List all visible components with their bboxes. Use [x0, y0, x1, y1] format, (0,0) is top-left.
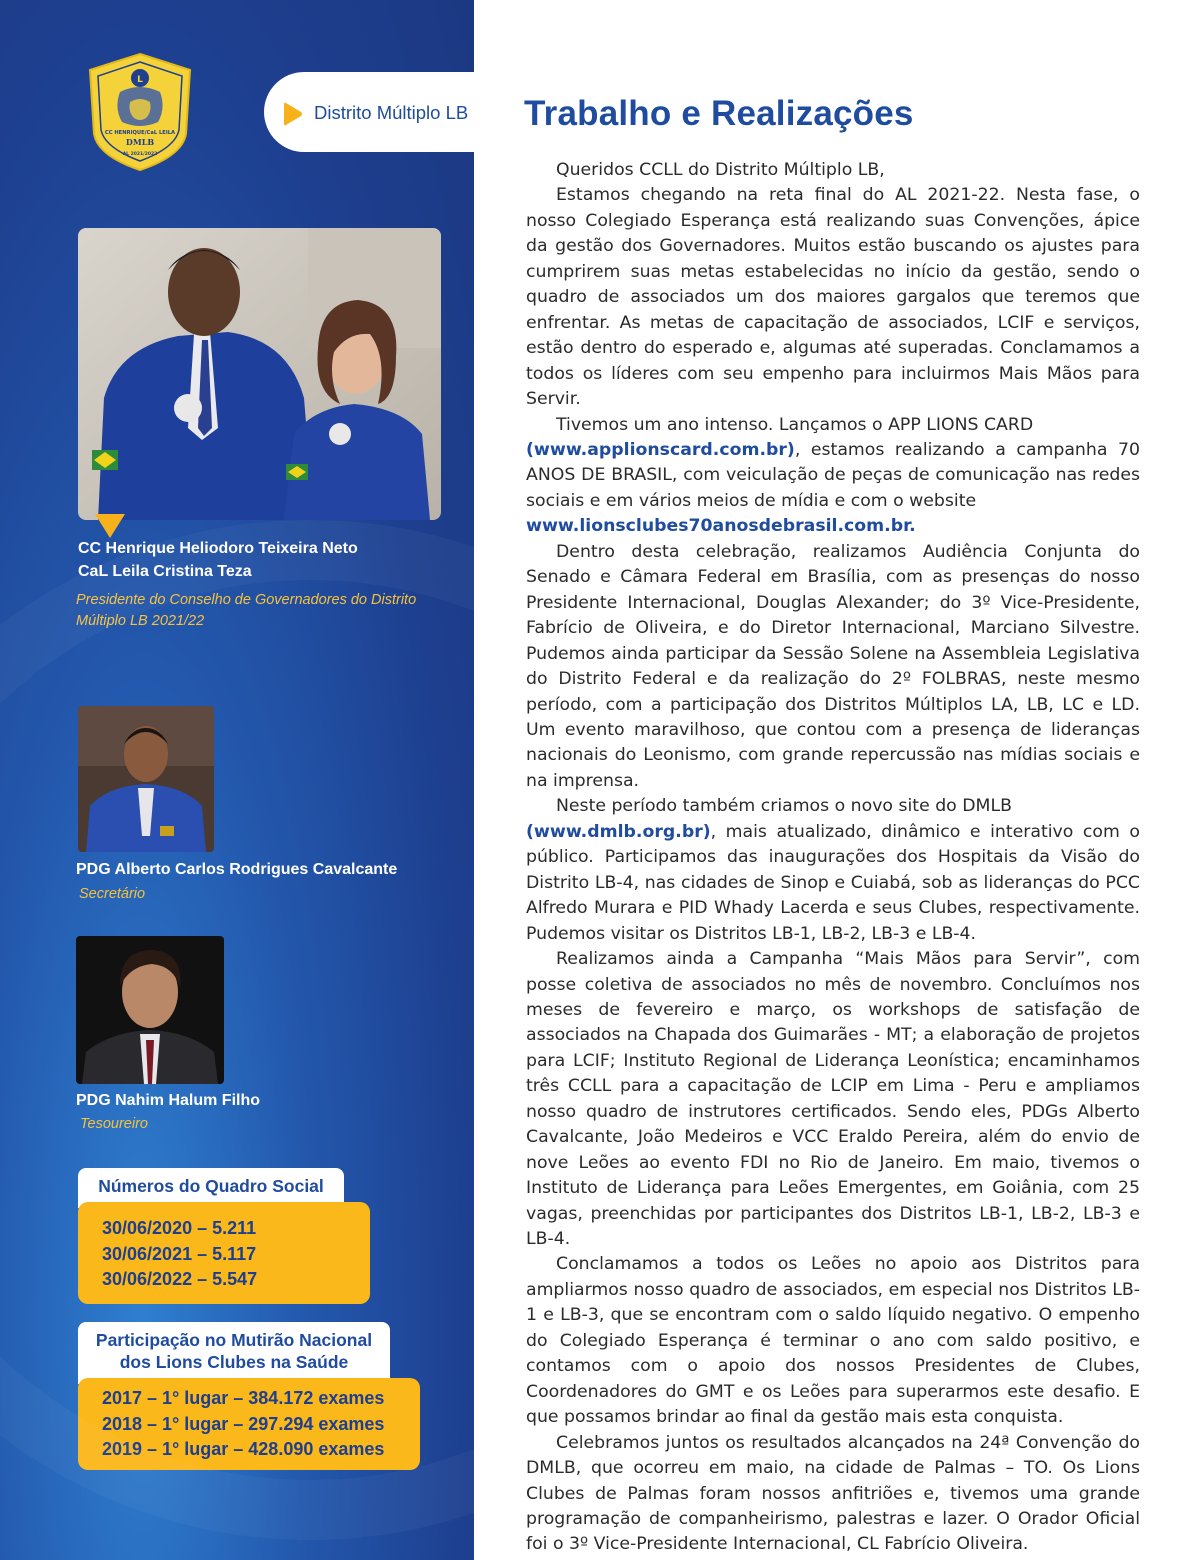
- article-paragraph-7: Celebramos juntos os resultados alcançados na 24ª Convenção do DMLB, que ocorreu em maio, na cidade de Palmas – TO. Os Lions Clubes de Palmas foram nossos anfitriões e, tivemos uma grande programação de companheirismo, palestras e lazer. O Orador Oficial foi o 3º Vice-Presidente Internacional, CL Fabrício Oliveira.: [526, 1432, 1140, 1555]
- applionscard-link[interactable]: (www.applionscard.com.br): [526, 439, 795, 460]
- main-person-name-1: CC Henrique Heliodoro Teixeira Neto: [78, 540, 358, 557]
- article-body: [526, 158, 1140, 1558]
- membership-box: [78, 1202, 370, 1304]
- article-paragraph-3: Dentro desta celebração, realizamos Audiência Conjunta do Senado e Câmara Federal em Brasília, com as presenças do nosso Presidente Internacional, Douglas Alexander; do 3º Vice-Presidente, Fabrício de Oliveira, e do Diretor Internacional, Marciano Silvestre. Pudemos ainda participar da Sessão Solene na Assembleia Legislativa do Distrito Federal e da realização do 2º FOLBRAS, neste mesmo período, com a participação dos Distritos Múltiplos LA, LB, LC e LD. Um evento maravilhoso, que contou com a presença de lideranças nacionais do Leonismo, com grande repercussão nas mídias sociais e na imprensa.: [526, 541, 1140, 791]
- lionsclubes70anos-link[interactable]: www.lionsclubes70anosdebrasil.com.br.: [526, 516, 916, 537]
- membership-item: 30/06/2020 – 5.211: [102, 1218, 257, 1238]
- article-paragraph-4: [526, 794, 1140, 947]
- treasurer-role: Tesoureiro: [80, 1116, 148, 1132]
- health-item: 2017 – 1° lugar – 384.172 exames: [102, 1388, 385, 1408]
- main-person-role-2: Múltiplo LB 2021/22: [76, 613, 205, 629]
- health-item: 2019 – 1° lugar – 428.090 exames: [102, 1439, 385, 1459]
- p2-text-b: , estamos realizando a campanha 70 ANOS DE BRASIL, com veiculação de peças de comunicação nas redes sociais e em vários meios de mídia e com o website: [526, 439, 1140, 511]
- membership-item: 30/06/2021 – 5.117: [102, 1244, 257, 1264]
- health-box: [78, 1378, 420, 1470]
- article-paragraph-2: [526, 413, 1140, 540]
- main-person-role-1: Presidente do Conselho de Governadores do Distrito: [76, 592, 417, 608]
- membership-title: Números do Quadro Social: [78, 1168, 344, 1208]
- caption-pointer-icon: [95, 514, 125, 538]
- article-paragraph-5: Realizamos ainda a Campanha “Mais Mãos para Servir”, com posse coletiva de associados no mês de novembro. Concluímos nos meses de fevereiro e março, os workshops de satisfação de associados na Chapada dos Guimarães - MT; a elaboração de projetos para LCIF; Instituto Regional de Liderança Leonística; encaminhamos três CCLL para a capacitação de LCIP em Lima - Peru e ampliamos nosso quadro de instrutores certificados. Sendo eles, PDGs Alberto Cavalcante, João Medeiros e VCC Eraldo Pereira, além do envio de nove Leões ao evento FDI no Rio de Janeiro. Em maio, tivemos o Instituto de Liderança para Leões Emergentes, em Goiânia, com 25 vagas, preenchidas por participantes dos Distritos LB-1, LB-2, LB-3 e LB-4.: [526, 949, 1140, 1250]
- crest-line1: CC HENRIQUE/CaL LEILA: [104, 130, 176, 136]
- play-arrow-icon: [280, 102, 304, 126]
- treasurer-name: PDG Nahim Halum Filho: [76, 1092, 261, 1109]
- p4-text-a: Neste período também criamos o novo site do DMLB: [556, 796, 1012, 817]
- treasurer-photo: [76, 936, 224, 1084]
- health-title: [78, 1322, 390, 1384]
- p4-text-b: , mais atualizado, dinâmico e interativo com o público. Participamos das inaugurações dos Hospitais da Visão do Distrito LB-4, nas cidades de Sinop e Cuiabá, sob as lideranças do PCC Alfredo Murara e PID Whady Lacerda e seus Clubes, respectivamente. Pudemos visitar os Distritos LB-1, LB-2, LB-3 e LB-4.: [526, 821, 1140, 944]
- health-item: 2018 – 1° lugar – 297.294 exames: [102, 1414, 385, 1434]
- dmlb-site-link[interactable]: (www.dmlb.org.br): [526, 821, 711, 842]
- crest-line2: DMLB: [125, 137, 155, 147]
- main-person-name-2: CaL Leila Cristina Teza: [78, 563, 252, 580]
- article-greeting: Queridos CCLL do Distrito Múltiplo LB,: [556, 160, 885, 180]
- main-couple-photo: [78, 228, 441, 520]
- secretary-photo: [78, 706, 214, 852]
- p2-text-a: Tivemos um ano intenso. Lançamos o APP LIONS CARD: [556, 414, 1034, 435]
- health-title-line1: Participação no Mutirão Nacional: [95, 1330, 373, 1350]
- article-paragraph-6: Conclamamos a todos os Leões no apoio aos Distritos para ampliarmos nosso quadro de associados, em especial nos Distritos LB-1 e LB-3, que se encontram com o saldo líquido negativo. O empenho do Colegiado Esperança é terminar o ano com saldo positivo, e contamos com o apoio dos nossos Presidentes de Clubes, Coordenadores do GMT e os Leões para superarmos este desafio. E que possamos brindar ao final da gestão mais esta conquista.: [526, 1254, 1140, 1428]
- sidebar: [0, 0, 474, 1560]
- secretary-name: PDG Alberto Carlos Rodrigues Cavalcante: [76, 861, 398, 878]
- svg-text:L: L: [137, 75, 143, 85]
- district-label: Distrito Múltiplo LB: [314, 102, 469, 123]
- membership-item: 30/06/2022 – 5.547: [102, 1269, 258, 1289]
- article-paragraph-1: Estamos chegando na reta final do AL 2021-22. Nesta fase, o nosso Colegiado Esperança está realizando suas Convenções, ápice da gestão dos Governadores. Muitos estão buscando os ajustes para cumprirem suas metas estabelecidas no início da gestão, sendo o quadro de associados um dos maiores gargalos que teremos que enfrentar. As metas de capacitação de associados, LCIF e serviços, estão dentro do esperado e, algumas até superadas. Conclamamos a todos os líderes com seu empenho para incluirmos Mais Mãos para Servir.: [526, 185, 1140, 410]
- page-title: Trabalho e Realizações: [524, 94, 914, 133]
- club-crest-logo: [86, 52, 194, 172]
- secretary-role: Secretário: [79, 886, 146, 902]
- crest-line3: AL 2021/2022: [122, 152, 158, 157]
- health-title-line2: dos Lions Clubes na Saúde: [119, 1352, 349, 1372]
